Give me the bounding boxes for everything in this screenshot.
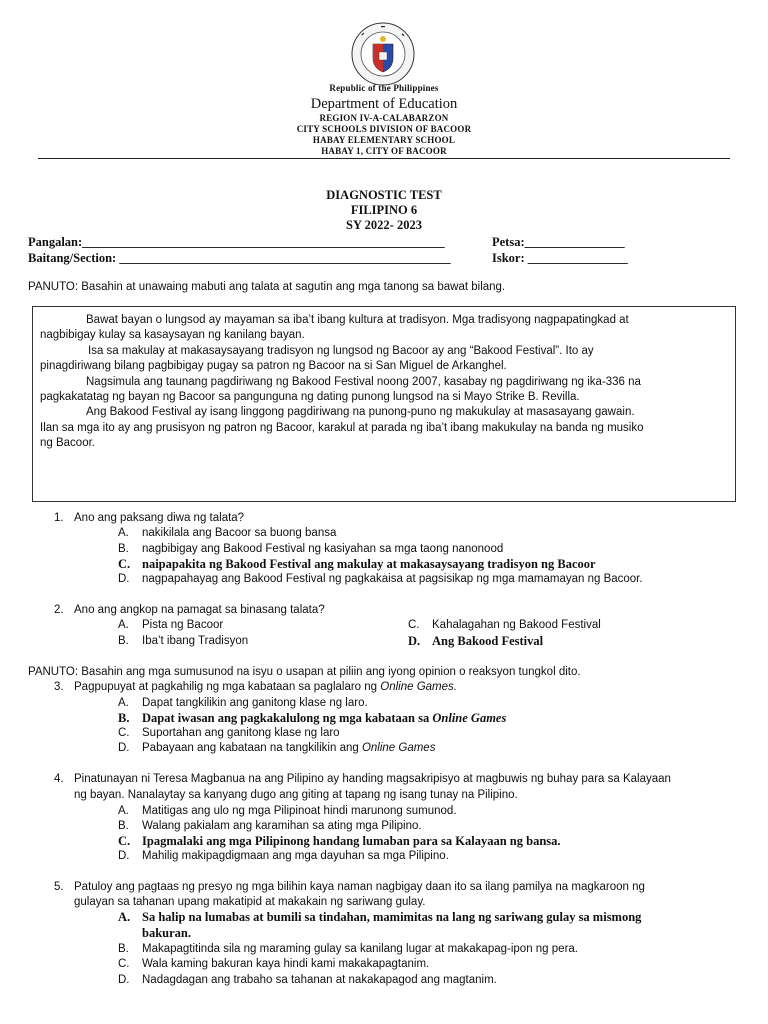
q3-option-c[interactable] xyxy=(118,727,340,739)
option-text-italic: Online Games xyxy=(432,711,507,725)
test-title: DIAGNOSTIC TEST xyxy=(326,188,442,202)
panuto-1: PANUTO: Basahin at unawaing mabuti ang talata at sagutin ang mga tanong sa bawat bilang. xyxy=(28,281,506,293)
q5-option-d[interactable] xyxy=(118,974,497,986)
question-2 xyxy=(54,604,325,616)
passage-line: Ang Bakood Festival ay isang linggong pagdiriwang na punong-puno ng makukulay at masasayang gawain. xyxy=(86,406,635,418)
passage-line: Ilan sa mga ito ay ang prusisyon ng patron ng Bacoor, karakul at parada ng iba’t ibang makukulay na banda ng musiko xyxy=(40,422,644,434)
option-text: Matitigas ang ulo ng mga Pilipinoat hindi marunong sumunod. xyxy=(142,805,457,817)
option-letter: D. xyxy=(118,850,130,862)
question-text: Ano ang paksang diwa ng talata? xyxy=(74,512,245,524)
school-year: SY 2022- 2023 xyxy=(346,218,422,232)
pangalan-field[interactable]: Pangalan:__________________________________________________________ xyxy=(28,235,445,249)
baitang-field[interactable]: Baitang/Section: _____________________________________________________ xyxy=(28,251,451,265)
question-4 xyxy=(54,773,671,785)
q3-option-d[interactable] xyxy=(118,742,435,754)
option-letter: A. xyxy=(118,910,131,924)
option-letter: C. xyxy=(118,727,130,739)
passage-line: Bawat bayan o lungsod ay mayaman sa iba’t ibang kultura at tradisyon. Mga tradisyong nagpapatingkad at xyxy=(86,314,629,326)
question-text: Ano ang angkop na pamagat sa binasang talata? xyxy=(74,604,325,616)
option-letter: D. xyxy=(408,634,421,648)
passage-line: ng Bacoor. xyxy=(40,437,95,449)
question-3 xyxy=(54,681,457,693)
republic-line: Republic of the Philippines xyxy=(329,83,439,93)
q3-option-b[interactable] xyxy=(118,711,506,726)
option-text: Walang pakialam ang karamihan sa ating mga Pilipino. xyxy=(142,820,422,832)
option-letter: B. xyxy=(118,711,130,725)
option-letter: B. xyxy=(118,635,129,647)
iskor-field[interactable]: Iskor: ________________ xyxy=(492,251,628,265)
option-text: Mahilig makipagdigmaan ang mga dayuhan sa mga Pilipino. xyxy=(142,850,449,862)
subject-title: FILIPINO 6 xyxy=(350,203,418,217)
option-text: Suportahan ang ganitong klase ng laro xyxy=(142,727,340,739)
q1-option-a[interactable] xyxy=(118,527,336,539)
q4-option-d[interactable] xyxy=(118,850,449,862)
question-5 xyxy=(54,881,645,893)
q4-option-a[interactable] xyxy=(118,805,457,817)
q1-option-d[interactable] xyxy=(118,573,643,585)
q5-option-c[interactable] xyxy=(118,958,429,970)
option-text: Pabayaan ang kabataan na tangkilikin ang xyxy=(142,742,362,754)
q3-option-a[interactable] xyxy=(118,697,368,709)
option-letter: A. xyxy=(118,805,129,817)
passage-line: pagkakatatag ng bayan ng Bacoor sa pangunguna ng dating punong lungsod na si Mayo Strike B. Revilla. xyxy=(40,391,580,403)
option-text: nakikilala ang Bacoor sa buong bansa xyxy=(142,527,337,539)
option-letter: C. xyxy=(118,834,131,848)
option-text: Ang Bakood Festival xyxy=(432,634,544,648)
q2-option-b[interactable] xyxy=(118,635,248,647)
header-divider xyxy=(38,158,730,159)
option-letter: B. xyxy=(118,943,129,955)
option-text: Dapat iwasan ang pagkakalulong ng mga kabataan sa xyxy=(142,711,433,725)
q5-option-a[interactable] xyxy=(118,910,641,925)
option-text: Wala kaming bakuran kaya hindi kami makakapagtanim. xyxy=(142,958,430,970)
panuto-2: PANUTO: Basahin ang mga sumusunod na isyu o usapan at piliin ang iyong opinion o reaksyon tungkol dito. xyxy=(28,666,581,678)
q4-option-b[interactable] xyxy=(118,820,422,832)
option-text: nagpapahayag ang Bakood Festival ng pagkakaisa at pagsisikap ng mga mamamayan ng Bacoor. xyxy=(142,573,643,585)
question-text: Patuloy ang pagtaas ng presyo ng mga bilihin kaya naman nagbigay daan ito sa ilang pamilya na magkaroon ng xyxy=(74,881,645,893)
option-text: Iba’t ibang Tradisyon xyxy=(142,635,249,647)
option-letter: A. xyxy=(118,619,129,631)
question-number: 2. xyxy=(54,604,64,616)
passage-line: nagbibigay kulay sa kasaysayan ng kanilang bayan. xyxy=(40,329,305,341)
option-letter: D. xyxy=(118,742,130,754)
question-number: 1. xyxy=(54,512,64,524)
question-number: 4. xyxy=(54,773,64,785)
question-number: 5. xyxy=(54,881,64,893)
question-4-cont: ng bayan. Nanalaytay sa kanyang dugo ang giting at tapang ng isang tunay na Pilipino. xyxy=(74,789,518,801)
question-5-cont: gulayan sa tahanan upang makatipid at makakain ng sariwang gulay. xyxy=(74,896,426,908)
option-text: Kahalagahan ng Bakood Festival xyxy=(432,619,601,631)
question-1 xyxy=(54,512,244,524)
option-letter: A. xyxy=(118,527,129,539)
option-letter: B. xyxy=(118,543,129,555)
option-text: nagbibigay ang Bakood Festival ng kasiyahan sa mga taong nanonood xyxy=(142,543,504,555)
question-text: Pinatunayan ni Teresa Magbanua na ang Pilipino ay handing magsakripisyo at magbuwis ng buhay para sa Kalayaan xyxy=(74,773,671,785)
option-text: Dapat tangkilikin ang ganitong klase ng laro. xyxy=(142,697,368,709)
option-text: Pista ng Bacoor xyxy=(142,619,224,631)
option-letter: C. xyxy=(408,619,420,631)
q4-option-c[interactable] xyxy=(118,834,561,849)
option-letter: C. xyxy=(118,557,131,571)
option-letter: D. xyxy=(118,573,130,585)
petsa-field[interactable]: Petsa:________________ xyxy=(492,235,625,249)
option-letter: B. xyxy=(118,820,129,832)
question-text-italic: Online Games. xyxy=(380,681,457,693)
option-letter: A. xyxy=(118,697,129,709)
q2-option-a[interactable] xyxy=(118,619,223,631)
q2-option-c[interactable] xyxy=(408,619,601,631)
question-number: 3. xyxy=(54,681,64,693)
option-text-italic: Online Games xyxy=(361,742,436,754)
address-line: HABAY 1, CITY OF BACOOR xyxy=(321,146,447,156)
option-text: Nadagdagan ang trabaho sa tahanan at nakakapagod ang magtanim. xyxy=(142,974,497,986)
division-line: CITY SCHOOLS DIVISION OF BACOOR xyxy=(296,124,472,134)
deped-seal xyxy=(351,22,415,86)
option-text: naipapakita ng Bakood Festival ang makulay at makasaysayang tradisyon ng Bacoor xyxy=(142,557,596,571)
q2-option-d[interactable] xyxy=(408,634,543,649)
option-text: Ipagmalaki ang mga Pilipinong handang lumaban para sa Kalayaan ng bansa. xyxy=(142,834,561,848)
q1-option-c[interactable] xyxy=(118,557,596,572)
q5-option-a-cont: bakuran. xyxy=(142,926,191,940)
school-line: HABAY ELEMENTARY SCHOOL xyxy=(312,135,456,145)
q1-option-b[interactable] xyxy=(118,543,503,555)
q5-option-b[interactable] xyxy=(118,943,578,955)
region-line: REGION IV-A-CALABARZON xyxy=(319,113,449,123)
option-text: Makapagtitinda sila ng maraming gulay sa kanilang lugar at makakapag-ipon ng pera. xyxy=(142,943,578,955)
option-text: Sa halip na lumabas at bumili sa tindahan, mamimitas na lang ng sariwang gulay sa mismong xyxy=(142,910,642,924)
passage-line: Nagsimula ang taunang pagdiriwang ng Bakood Festival noong 2007, kasabay ng pagdiriwang ng ika-336 na xyxy=(86,376,641,388)
option-letter: D. xyxy=(118,974,130,986)
option-letter: C. xyxy=(118,958,130,970)
passage-line: Isa sa makulay at makasaysayang tradisyon ng lungsod ng Bacoor ay ang “Bakood Festival”. Ito ay xyxy=(88,345,594,357)
passage-line: pinagdiriwang bilang pagbibigay pugay sa patron ng Bacoor na si San Miguel de Arkanghel. xyxy=(40,360,507,372)
department-line: Department of Education xyxy=(310,96,458,112)
question-text: Pagpupuyat at pagkahilig ng mga kabataan sa paglalaro ng xyxy=(74,681,381,693)
